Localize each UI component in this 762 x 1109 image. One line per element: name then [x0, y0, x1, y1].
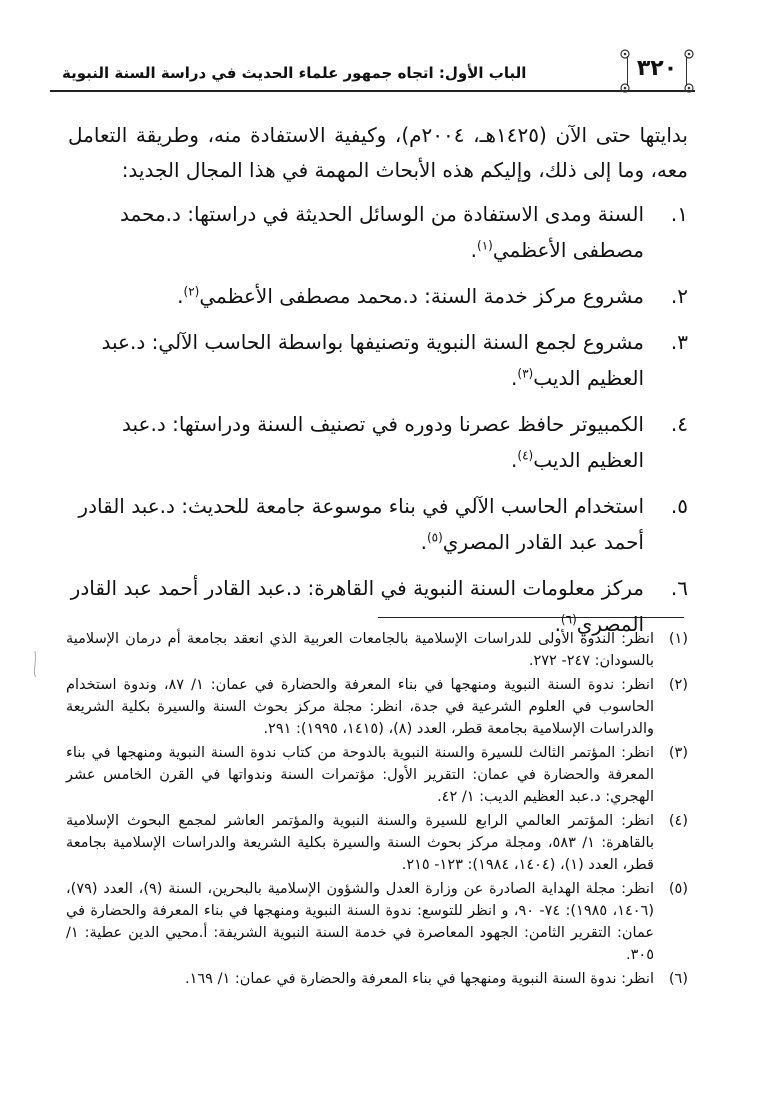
list-item-text: مشروع مركز خدمة السنة: د.محمد مصطفى الأعظمي [199, 284, 644, 308]
footnote-number: (٣) [668, 745, 688, 761]
pencil-mark-icon [33, 650, 37, 678]
list-item-text: مشروع لجمع السنة النبوية وتصنيفها بواسطة الحاسب الآلي: د.عبد العظيم الديب [101, 330, 644, 390]
list-item-end: . [511, 366, 518, 390]
footnote-number: (٦) [668, 971, 688, 987]
footnote-separator [378, 617, 684, 618]
list-item-text: السنة ومدى الاستفادة من الوسائل الحديثة في دراستها: د.محمد مصطفى الأعظمي [120, 202, 644, 262]
list-item [68, 278, 688, 314]
running-title: الباب الأول: اتجاه جمهور علماء الحديث في دراسة السنة النبوية [62, 64, 527, 82]
list-item-end: . [177, 284, 184, 308]
intro-paragraph: بدايتها حتى الآن (١٤٢٥هـ، ٢٠٠٤م)، وكيفية الاستفادة منه، وطريقة التعامل معه، وما إلى ذلك، وإليكم هذه الأبحاث المهمة في هذا المجال الجديد: [68, 123, 688, 182]
footnote-ref: (٥) [426, 530, 443, 545]
list-item-number: ١. [670, 202, 688, 226]
list-item-text: الكمبيوتر حافظ عصرنا ودوره في تصنيف السنة ودراستها: د.عبد العظيم الديب [122, 412, 644, 472]
list-item-end: . [554, 612, 561, 636]
footnote-text: انظر: مجلة الهداية الصادرة عن وزارة العدل والشؤون الإسلامية بالبحرين، السنة (٩)، العدد (٧٩)، (١٤٠٦، ١٩٨٥): ٧٤- ٩٠، و انظر للتوسع: ندوة السنة النبوية ومنهجها في بناء المعرفة والحضارة في عمان: التقرير الثامن: الجهود المعاصرة في خدمة السنة النبوية الشريفة: أ.محيي الدين عطية: ١/ ٣٠٥. [66, 881, 655, 963]
list-item-end: . [420, 530, 427, 554]
page-number: ٣٢٠ [636, 56, 678, 81]
list-item [68, 488, 688, 560]
footnote-text: انظر: ندوة السنة النبوية ومنهجها في بناء المعرفة والحضارة في عمان: ١/ ٨٧، وندوة استخدام الحاسوب في العلوم الشرعية في جدة، انظر: مجلة مركز بحوث السنة والسيرة بكلية الشريعة والدراسات الإسلامية بجامعة قطر، العدد (٨)، (١٤١٥، ١٩٩٥): ٢٩١. [66, 677, 654, 737]
footnote [66, 810, 688, 876]
footnote [66, 628, 688, 672]
list-item [68, 324, 688, 396]
footnote-text: انظر: المؤتمر الثالث للسيرة والسنة النبوية بالدوحة من كتاب ندوة السنة النبوية ومنهجها في بناء المعرفة والحضارة في عمان: التقرير الأول: مؤتمرات السنة وندواتها في القرن الخامس عشر الهجري: د.عبد العظيم الديب: ١/ ٤٢. [66, 745, 654, 805]
footnote-ref: (٣) [517, 366, 534, 381]
list-item-number: ٦. [670, 576, 688, 600]
list-item-number: ٥. [670, 494, 688, 518]
footnote-ref: (٢) [183, 284, 200, 299]
footnote-number: (١) [668, 631, 688, 647]
list-item-text: مركز معلومات السنة النبوية في القاهرة: د.عبد القادر أحمد عبد القادر المصري [70, 576, 644, 636]
footnote [66, 742, 688, 808]
list-item [68, 196, 688, 268]
footnote-text: انظر: الندوة الأولى للدراسات الإسلامية بالجامعات العربية الذي انعقد بجامعة أم درمان الإسلامية بالسودان: ٢٤٧- ٢٧٢. [66, 631, 654, 669]
footnote-ref: (٦) [560, 612, 577, 627]
footnote [66, 968, 688, 990]
footnote [66, 878, 688, 966]
list-item-number: ٢. [670, 284, 688, 308]
list-item-number: ٤. [670, 412, 688, 436]
list-item-number: ٣. [670, 330, 688, 354]
list-item-text: استخدام الحاسب الآلي في بناء موسوعة جامعة للحديث: د.عبد القادر أحمد عبد القادر المصري [78, 494, 644, 554]
footnote-text: انظر: المؤتمر العالمي الرابع للسيرة والسنة النبوية والمؤتمر العاشر لمجمع البحوث الإسلامية بالقاهرة: ١/ ٥٨٣، ومجلة مركز بحوث السنة والسيرة بكلية الشريعة والدراسات الإسلامية بجامعة قطر، العدد (١)، (١٤٠٤، ١٩٨٤): ١٢٣- ٢١٥. [66, 813, 654, 873]
page-number-frame [619, 48, 695, 88]
footnote-number: (٢) [668, 677, 688, 693]
page-header [50, 44, 695, 92]
list-item [68, 406, 688, 478]
research-list [68, 196, 688, 642]
footnote-ref: (٤) [517, 448, 534, 463]
list-item-end: . [511, 448, 518, 472]
footnotes [66, 628, 688, 992]
footnote-number: (٤) [668, 813, 688, 829]
footnote [66, 674, 688, 740]
footnote-text: انظر: ندوة السنة النبوية ومنهجها في بناء المعرفة والحضارة في عمان: ١/ ١٦٩. [185, 971, 654, 987]
footnote-ref: (١) [477, 238, 493, 253]
footnote-number: (٥) [668, 881, 688, 897]
list-item-end: . [470, 238, 478, 262]
